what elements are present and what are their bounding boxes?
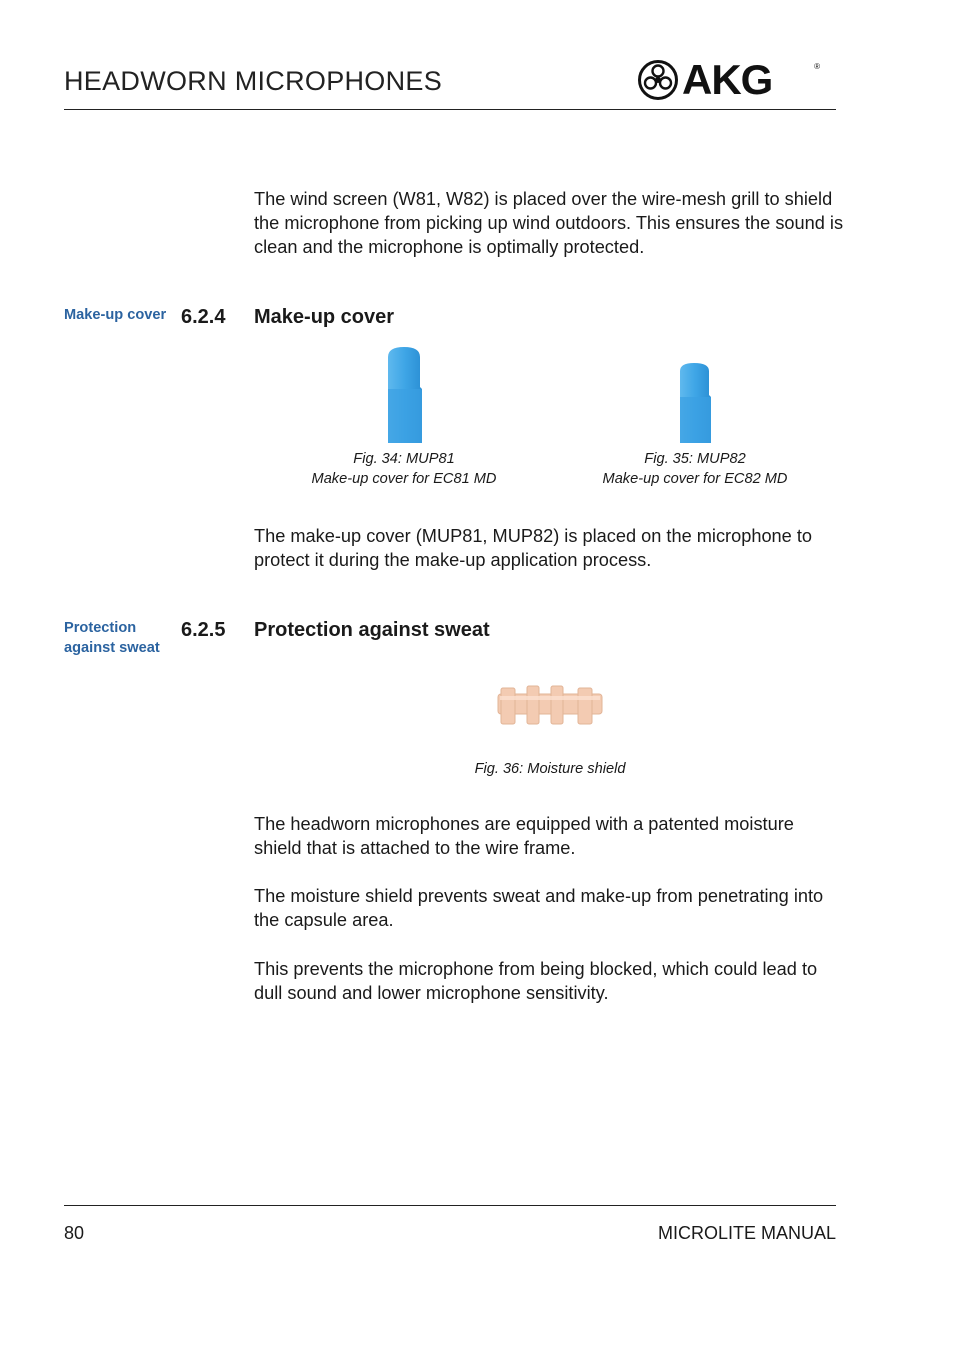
- intro-paragraph: The wind screen (W81, W82) is placed over the wire-mesh grill to shield the microphone from picking up wind outdoors. This ensures the sound is clean and the microphone is optimally protected.: [254, 189, 844, 257]
- margin-label-makeup-cover: Make-up cover: [64, 307, 167, 323]
- header-rule: [64, 109, 836, 110]
- margin-label-line: against sweat: [64, 640, 160, 656]
- margin-label-protection-against-sweat: [64, 618, 160, 658]
- page-number: 80: [64, 1223, 85, 1243]
- logo-wordmark: AKG: [682, 56, 773, 103]
- caption-line: Make-up cover for EC82 MD: [602, 471, 788, 487]
- sweat-paragraph-2: The moisture shield prevents sweat and make-up from penetrating into the capsule area.: [254, 886, 824, 930]
- akg-emblem-icon: [638, 60, 678, 100]
- section-number: 6.2.5: [181, 619, 226, 641]
- section-number: 6.2.4: [181, 306, 226, 328]
- caption-line: Fig. 35: MUP82: [644, 451, 746, 467]
- caption-line: Make-up cover for EC81 MD: [311, 471, 497, 487]
- margin-label-line: Protection: [64, 620, 137, 636]
- makeup-cover-paragraph: The make-up cover (MUP81, MUP82) is placed on the microphone to protect it during the make-up application process.: [254, 526, 813, 570]
- page-header-title: HEADWORN MICROPHONES: [64, 66, 443, 96]
- section-heading: Protection against sweat: [254, 619, 490, 641]
- figure-34-caption: [274, 449, 534, 489]
- sweat-paragraph-3: This prevents the microphone from being blocked, which could lead to dull sound and lower microphone sensitivity.: [254, 959, 818, 1003]
- figure-35-caption: [565, 449, 825, 489]
- manual-name: MICROLITE MANUAL: [657, 1223, 836, 1243]
- figure-36-caption: Fig. 36: Moisture shield: [474, 761, 626, 777]
- akg-logo: [638, 58, 820, 102]
- registered-mark: ®: [814, 62, 820, 71]
- mup81-makeup-cover-image: [384, 345, 424, 445]
- caption-line: Fig. 34: MUP81: [353, 451, 455, 467]
- moisture-shield-image: [496, 684, 604, 728]
- footer-rule: [64, 1205, 836, 1206]
- section-heading: Make-up cover: [254, 306, 395, 328]
- mup82-makeup-cover-image: [677, 361, 713, 445]
- sweat-paragraph-1: The headworn microphones are equipped with a patented moisture shield that is attached to the wire frame.: [254, 814, 794, 858]
